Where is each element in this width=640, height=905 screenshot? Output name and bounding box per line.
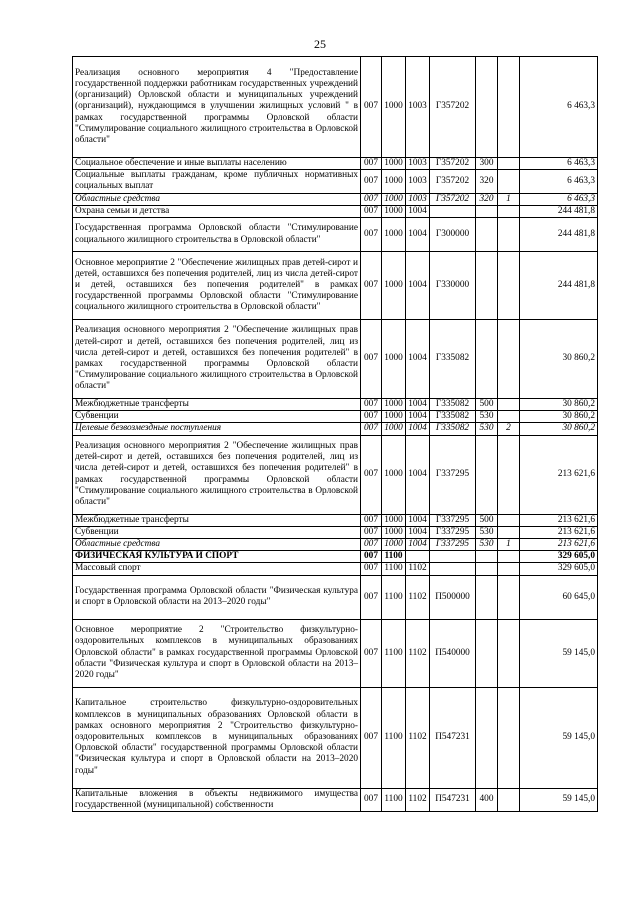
cell-amount: 213 621,6 (520, 539, 598, 551)
cell-amount: 213 621,6 (520, 435, 598, 514)
cell-name: Основное мероприятие 2 "Строительство физкультурно-оздоровительных комплексов в муниципальных образованиях Орловской области" в рамках государственной программы Орловской области "Физическая культура и спорт в Орловской области на 2013–2020 годы" (73, 619, 361, 687)
cell-c6 (498, 619, 520, 687)
cell-amount: 213 621,6 (520, 514, 598, 526)
cell-c1: 007 (361, 205, 382, 217)
cell-c3: 1004 (406, 514, 430, 526)
cell-c4: Г337295 (430, 514, 476, 526)
cell-c4: Г300000 (430, 218, 476, 252)
cell-name: Межбюджетные трансферты (73, 399, 361, 411)
cell-c1: 007 (361, 526, 382, 538)
cell-c4: Г337295 (430, 526, 476, 538)
cell-c4: Г335082 (430, 320, 476, 399)
table-body (73, 57, 598, 812)
cell-c5: 530 (476, 539, 498, 551)
cell-c3: 1004 (406, 435, 430, 514)
cell-amount: 59 145,0 (520, 619, 598, 687)
cell-c5 (476, 205, 498, 217)
cell-amount: 244 481,8 (520, 218, 598, 252)
cell-c5 (476, 57, 498, 158)
cell-c4: П500000 (430, 575, 476, 619)
cell-c6 (498, 788, 520, 811)
cell-c6 (498, 399, 520, 411)
cell-c4: Г357202 (430, 193, 476, 205)
cell-c3: 1003 (406, 193, 430, 205)
cell-c6 (498, 411, 520, 423)
cell-c3: 1004 (406, 205, 430, 217)
cell-c1: 007 (361, 170, 382, 193)
cell-c6 (498, 320, 520, 399)
cell-c6: 1 (498, 539, 520, 551)
cell-c1: 007 (361, 551, 382, 563)
cell-c2: 1000 (382, 423, 406, 435)
cell-c5 (476, 619, 498, 687)
cell-amount: 60 645,0 (520, 575, 598, 619)
cell-c1: 007 (361, 218, 382, 252)
cell-c3: 1004 (406, 526, 430, 538)
cell-c4: Г335082 (430, 423, 476, 435)
table-row (73, 399, 598, 411)
cell-c3: 1003 (406, 170, 430, 193)
cell-c6 (498, 551, 520, 563)
table-row (73, 205, 598, 217)
table-row (73, 320, 598, 399)
cell-c2: 1100 (382, 563, 406, 575)
budget-table (72, 56, 598, 812)
cell-name: Областные средства (73, 193, 361, 205)
cell-c1: 007 (361, 411, 382, 423)
table-row (73, 619, 598, 687)
cell-c5: 400 (476, 788, 498, 811)
cell-c1: 007 (361, 158, 382, 170)
cell-name: Целевые безвозмездные поступления (73, 423, 361, 435)
table-row (73, 526, 598, 538)
cell-c4: Г357202 (430, 158, 476, 170)
cell-c5: 530 (476, 423, 498, 435)
cell-c5: 300 (476, 158, 498, 170)
cell-c2: 1000 (382, 205, 406, 217)
page-number: 25 (314, 37, 326, 51)
cell-amount: 244 481,8 (520, 205, 598, 217)
cell-c5 (476, 218, 498, 252)
table-row (73, 539, 598, 551)
cell-c3: 1102 (406, 788, 430, 811)
cell-amount: 329 605,0 (520, 563, 598, 575)
cell-c1: 007 (361, 575, 382, 619)
cell-c2: 1100 (382, 619, 406, 687)
cell-name: Капитальное строительство физкультурно-оздоровительных комплексов в муниципальных образованиях Орловской области в рамках основного мероприятия 2 "Строительство физкультурно-оздоровительных комплексов в муниципальных образованиях Орловской области" государственной программы Орловской области "Физическая культура и спорт в Орловской области на 2013–2020 годы" (73, 687, 361, 788)
cell-c1: 007 (361, 320, 382, 399)
cell-c3: 1004 (406, 320, 430, 399)
cell-c2: 1100 (382, 551, 406, 563)
cell-c3: 1102 (406, 619, 430, 687)
cell-c6: 1 (498, 193, 520, 205)
cell-c3: 1102 (406, 687, 430, 788)
cell-c6 (498, 170, 520, 193)
table-row (73, 563, 598, 575)
table-row (73, 423, 598, 435)
cell-c1: 007 (361, 423, 382, 435)
cell-c4 (430, 205, 476, 217)
cell-c4: Г357202 (430, 57, 476, 158)
cell-amount: 30 860,2 (520, 423, 598, 435)
cell-amount: 30 860,2 (520, 399, 598, 411)
cell-c3: 1102 (406, 575, 430, 619)
cell-name: Реализация основного мероприятия 2 "Обеспечение жилищных прав детей-сирот и детей, оставшихся без попечения родителей, лиц из числа детей-сирот и детей, оставшихся без попечения родителей" в рамках государственной программы Орловской области "Стимулирование социального жилищного строительства в Орловской области" (73, 320, 361, 399)
cell-amount: 59 145,0 (520, 788, 598, 811)
cell-c1: 007 (361, 193, 382, 205)
cell-amount: 59 145,0 (520, 687, 598, 788)
cell-c2: 1000 (382, 435, 406, 514)
cell-name: Реализация основного мероприятия 4 "Предоставление государственной поддержки работникам государственных учреждений (организаций) Орловской области и муниципальных учреждений (организаций), нуждающимся в улучшении жилищных условий " в рамках государственной программы Орловской области "Стимулирование социального жилищного строительства в Орловской области" (73, 57, 361, 158)
table-row (73, 551, 598, 563)
cell-c2: 1000 (382, 158, 406, 170)
cell-name: Государственная программа Орловской области "Стимулирование социального жилищного строительства в Орловской области" (73, 218, 361, 252)
cell-c2: 1000 (382, 539, 406, 551)
cell-name: ФИЗИЧЕСКАЯ КУЛЬТУРА И СПОРТ (73, 551, 361, 563)
cell-c3: 1003 (406, 57, 430, 158)
cell-name: Социальное обеспечение и иные выплаты населению (73, 158, 361, 170)
cell-amount: 6 463,3 (520, 57, 598, 158)
cell-name: Массовый спорт (73, 563, 361, 575)
table-row (73, 170, 598, 193)
cell-c3 (406, 551, 430, 563)
cell-c2: 1100 (382, 687, 406, 788)
cell-c6 (498, 218, 520, 252)
table-row (73, 788, 598, 811)
cell-name: Основное мероприятие 2 "Обеспечение жилищных прав детей-сирот и детей, оставшихся без попечения родителей, лиц из числа детей-сирот и детей, оставшихся без попечения родителей" в рамках государственной программы Орловской области "Стимулирование социального жилищного строительства в Орловской области" (73, 252, 361, 320)
cell-c6 (498, 205, 520, 217)
cell-name: Межбюджетные трансферты (73, 514, 361, 526)
cell-c6 (498, 526, 520, 538)
cell-c4: Г357202 (430, 170, 476, 193)
cell-c4: Г330000 (430, 252, 476, 320)
cell-c1: 007 (361, 539, 382, 551)
cell-c2: 1100 (382, 788, 406, 811)
cell-c2: 1000 (382, 411, 406, 423)
cell-c4: П540000 (430, 619, 476, 687)
cell-c2: 1100 (382, 575, 406, 619)
cell-name: Государственная программа Орловской области "Физическая культура и спорт в Орловской области на 2013–2020 годы" (73, 575, 361, 619)
cell-c4: Г337295 (430, 435, 476, 514)
cell-c3: 1004 (406, 252, 430, 320)
cell-amount: 213 621,6 (520, 526, 598, 538)
cell-c5 (476, 563, 498, 575)
cell-c5 (476, 687, 498, 788)
cell-c5: 320 (476, 170, 498, 193)
table-row (73, 218, 598, 252)
cell-name: Субвенции (73, 526, 361, 538)
cell-c4: П547231 (430, 788, 476, 811)
cell-c1: 007 (361, 252, 382, 320)
cell-c2: 1000 (382, 399, 406, 411)
cell-c2: 1000 (382, 218, 406, 252)
cell-c4: Г335082 (430, 411, 476, 423)
cell-c1: 007 (361, 514, 382, 526)
cell-c2: 1000 (382, 526, 406, 538)
cell-name: Субвенции (73, 411, 361, 423)
cell-c5 (476, 320, 498, 399)
table-row (73, 435, 598, 514)
cell-amount: 329 605,0 (520, 551, 598, 563)
cell-c6: 2 (498, 423, 520, 435)
cell-c5: 500 (476, 399, 498, 411)
cell-c1: 007 (361, 563, 382, 575)
cell-amount: 6 463,3 (520, 170, 598, 193)
table-row (73, 252, 598, 320)
cell-name: Социальные выплаты гражданам, кроме публичных нормативных социальных выплат (73, 170, 361, 193)
table-row (73, 411, 598, 423)
cell-amount: 30 860,2 (520, 411, 598, 423)
cell-c6 (498, 514, 520, 526)
cell-c5: 530 (476, 526, 498, 538)
cell-c3: 1003 (406, 158, 430, 170)
cell-c5 (476, 252, 498, 320)
cell-c5: 500 (476, 514, 498, 526)
cell-c3: 1004 (406, 423, 430, 435)
cell-c6 (498, 563, 520, 575)
cell-c5: 530 (476, 411, 498, 423)
cell-c5: 320 (476, 193, 498, 205)
cell-c2: 1000 (382, 320, 406, 399)
cell-amount: 6 463,3 (520, 158, 598, 170)
cell-c1: 007 (361, 435, 382, 514)
cell-c6 (498, 252, 520, 320)
cell-name: Областные средства (73, 539, 361, 551)
cell-c1: 007 (361, 687, 382, 788)
cell-c2: 1000 (382, 193, 406, 205)
cell-name: Капитальные вложения в объекты недвижимого имущества государственной (муниципальной) собственности (73, 788, 361, 811)
cell-c6 (498, 158, 520, 170)
cell-c6 (498, 575, 520, 619)
cell-c2: 1000 (382, 514, 406, 526)
cell-c4: Г337295 (430, 539, 476, 551)
cell-c5 (476, 551, 498, 563)
cell-c1: 007 (361, 399, 382, 411)
cell-amount: 30 860,2 (520, 320, 598, 399)
cell-c6 (498, 435, 520, 514)
cell-c4 (430, 551, 476, 563)
table-row (73, 687, 598, 788)
cell-name: Реализация основного мероприятия 2 "Обеспечение жилищных прав детей-сирот и детей, оставшихся без попечения родителей, лиц из числа детей-сирот и детей, оставшихся без попечения родителей" в рамках государственной программы Орловской области "Стимулирование социального жилищного строительства в Орловской области" (73, 435, 361, 514)
cell-c5 (476, 435, 498, 514)
cell-c3: 1004 (406, 411, 430, 423)
cell-amount: 6 463,3 (520, 193, 598, 205)
cell-c3: 1004 (406, 218, 430, 252)
cell-name: Охрана семьи и детства (73, 205, 361, 217)
table-row (73, 57, 598, 158)
cell-c2: 1000 (382, 170, 406, 193)
cell-c3: 1004 (406, 539, 430, 551)
cell-c1: 007 (361, 57, 382, 158)
cell-c4: Г335082 (430, 399, 476, 411)
cell-c2: 1000 (382, 57, 406, 158)
table-row (73, 575, 598, 619)
cell-c3: 1102 (406, 563, 430, 575)
cell-c6 (498, 57, 520, 158)
cell-c1: 007 (361, 788, 382, 811)
cell-c5 (476, 575, 498, 619)
cell-c1: 007 (361, 619, 382, 687)
table-row (73, 514, 598, 526)
cell-c4 (430, 563, 476, 575)
cell-c2: 1000 (382, 252, 406, 320)
cell-c6 (498, 687, 520, 788)
cell-c3: 1004 (406, 399, 430, 411)
cell-c4: П547231 (430, 687, 476, 788)
cell-amount: 244 481,8 (520, 252, 598, 320)
table-row (73, 193, 598, 205)
table-row (73, 158, 598, 170)
